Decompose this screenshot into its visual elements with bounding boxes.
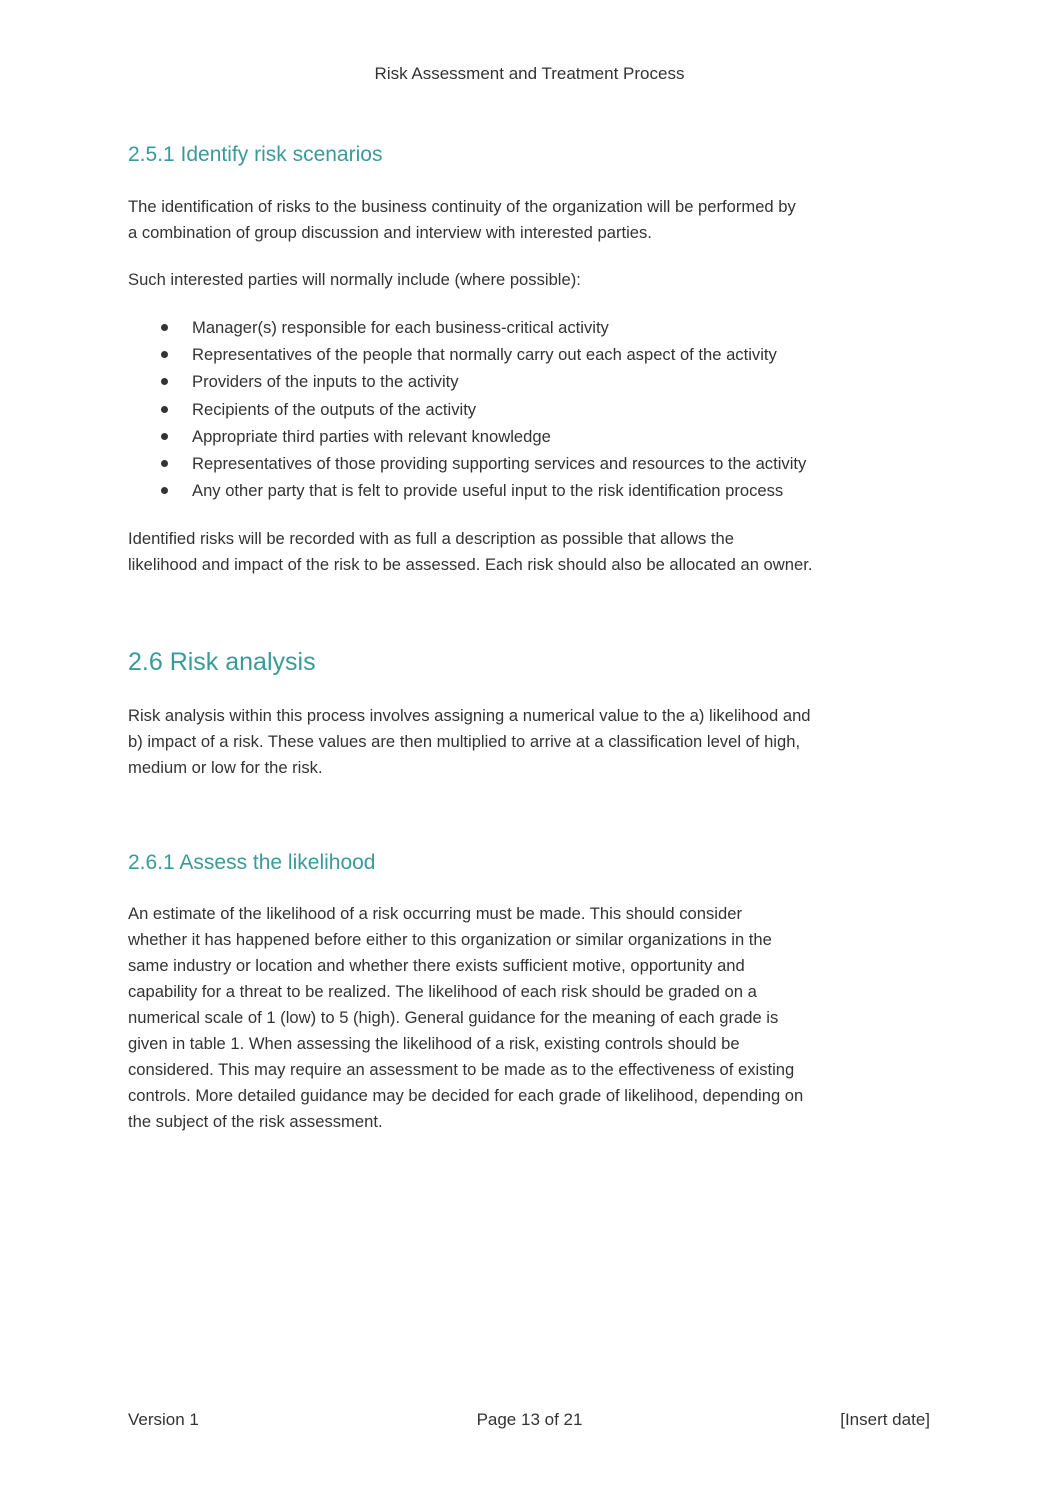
list-item-text: Appropriate third parties with relevant knowledge xyxy=(192,426,551,446)
bullet-list xyxy=(128,314,806,504)
bullet-icon xyxy=(161,460,168,467)
bullet-icon xyxy=(161,351,168,358)
list-item-text: Recipients of the outputs of the activity xyxy=(192,399,477,419)
text-line: Identified risks will be recorded with as full a description as possible that allows the xyxy=(128,529,734,548)
bullet-icon xyxy=(161,324,168,331)
text-line: controls. More detailed guidance may be decided for each grade of likelihood, depending on xyxy=(128,1086,804,1105)
text-line: Such interested parties will normally include (where possible): xyxy=(128,270,581,289)
list-item-text: Any other party that is felt to provide useful input to the risk identification process xyxy=(192,481,784,501)
text-line: Risk analysis within this process involves assigning a numerical value to the a) likelihood and xyxy=(128,706,811,725)
text-line: An estimate of the likelihood of a risk occurring must be made. This should consider xyxy=(128,904,742,923)
footer-date: [Insert date] xyxy=(840,1410,930,1429)
text-line: capability for a threat to be realized. The likelihood of each risk should be graded on a xyxy=(128,982,757,1001)
paragraph xyxy=(128,267,581,293)
bullet-icon xyxy=(161,487,168,494)
footer-page-number: Page 13 of 21 xyxy=(476,1410,583,1429)
text-line: same industry or location and whether there exists sufficient motive, opportunity and xyxy=(128,956,745,975)
paragraph xyxy=(128,526,812,578)
list-item xyxy=(128,368,806,395)
section-heading-2-6: 2.6 Risk analysis xyxy=(128,648,316,676)
text-line: considered. This may require an assessment to be made as to the effectiveness of existing xyxy=(128,1060,795,1079)
paragraph xyxy=(128,901,803,1135)
list-item-text: Representatives of those providing supporting services and resources to the activity xyxy=(192,453,807,473)
section-heading-2-5-1: 2.5.1 Identify risk scenarios xyxy=(128,143,383,166)
text-line: whether it has happened before either to this organization or similar organizations in the xyxy=(128,930,772,949)
text-line: given in table 1. When assessing the likelihood of a risk, existing controls should be xyxy=(128,1034,740,1053)
list-item xyxy=(128,423,806,450)
text-line: numerical scale of 1 (low) to 5 (high). General guidance for the meaning of each grade is xyxy=(128,1008,779,1027)
list-item xyxy=(128,314,806,341)
footer-version: Version 1 xyxy=(128,1410,199,1429)
text-line: the subject of the risk assessment. xyxy=(128,1112,383,1131)
list-item xyxy=(128,396,806,423)
page-header: Risk Assessment and Treatment Process xyxy=(374,64,685,83)
section-heading-2-6-1: 2.6.1 Assess the likelihood xyxy=(128,851,376,874)
text-line: a combination of group discussion and interview with interested parties. xyxy=(128,223,652,242)
bullet-icon xyxy=(161,433,168,440)
bullet-icon xyxy=(161,378,168,385)
paragraph xyxy=(128,194,796,246)
paragraph xyxy=(128,703,811,781)
list-item-text: Providers of the inputs to the activity xyxy=(192,372,459,392)
text-line: likelihood and impact of the risk to be assessed. Each risk should also be allocated an owner. xyxy=(128,555,813,574)
text-line: The identification of risks to the business continuity of the organization will be performed by xyxy=(128,197,796,216)
list-item xyxy=(128,341,806,368)
list-item-text: Manager(s) responsible for each business-critical activity xyxy=(192,318,609,337)
bullet-icon xyxy=(161,406,168,413)
text-line: b) impact of a risk. These values are then multiplied to arrive at a classification level of high, xyxy=(128,732,801,751)
text-line: medium or low for the risk. xyxy=(128,758,323,777)
list-item xyxy=(128,450,806,477)
list-item-text: Representatives of the people that normally carry out each aspect of the activity xyxy=(192,345,777,365)
list-item xyxy=(128,477,806,504)
